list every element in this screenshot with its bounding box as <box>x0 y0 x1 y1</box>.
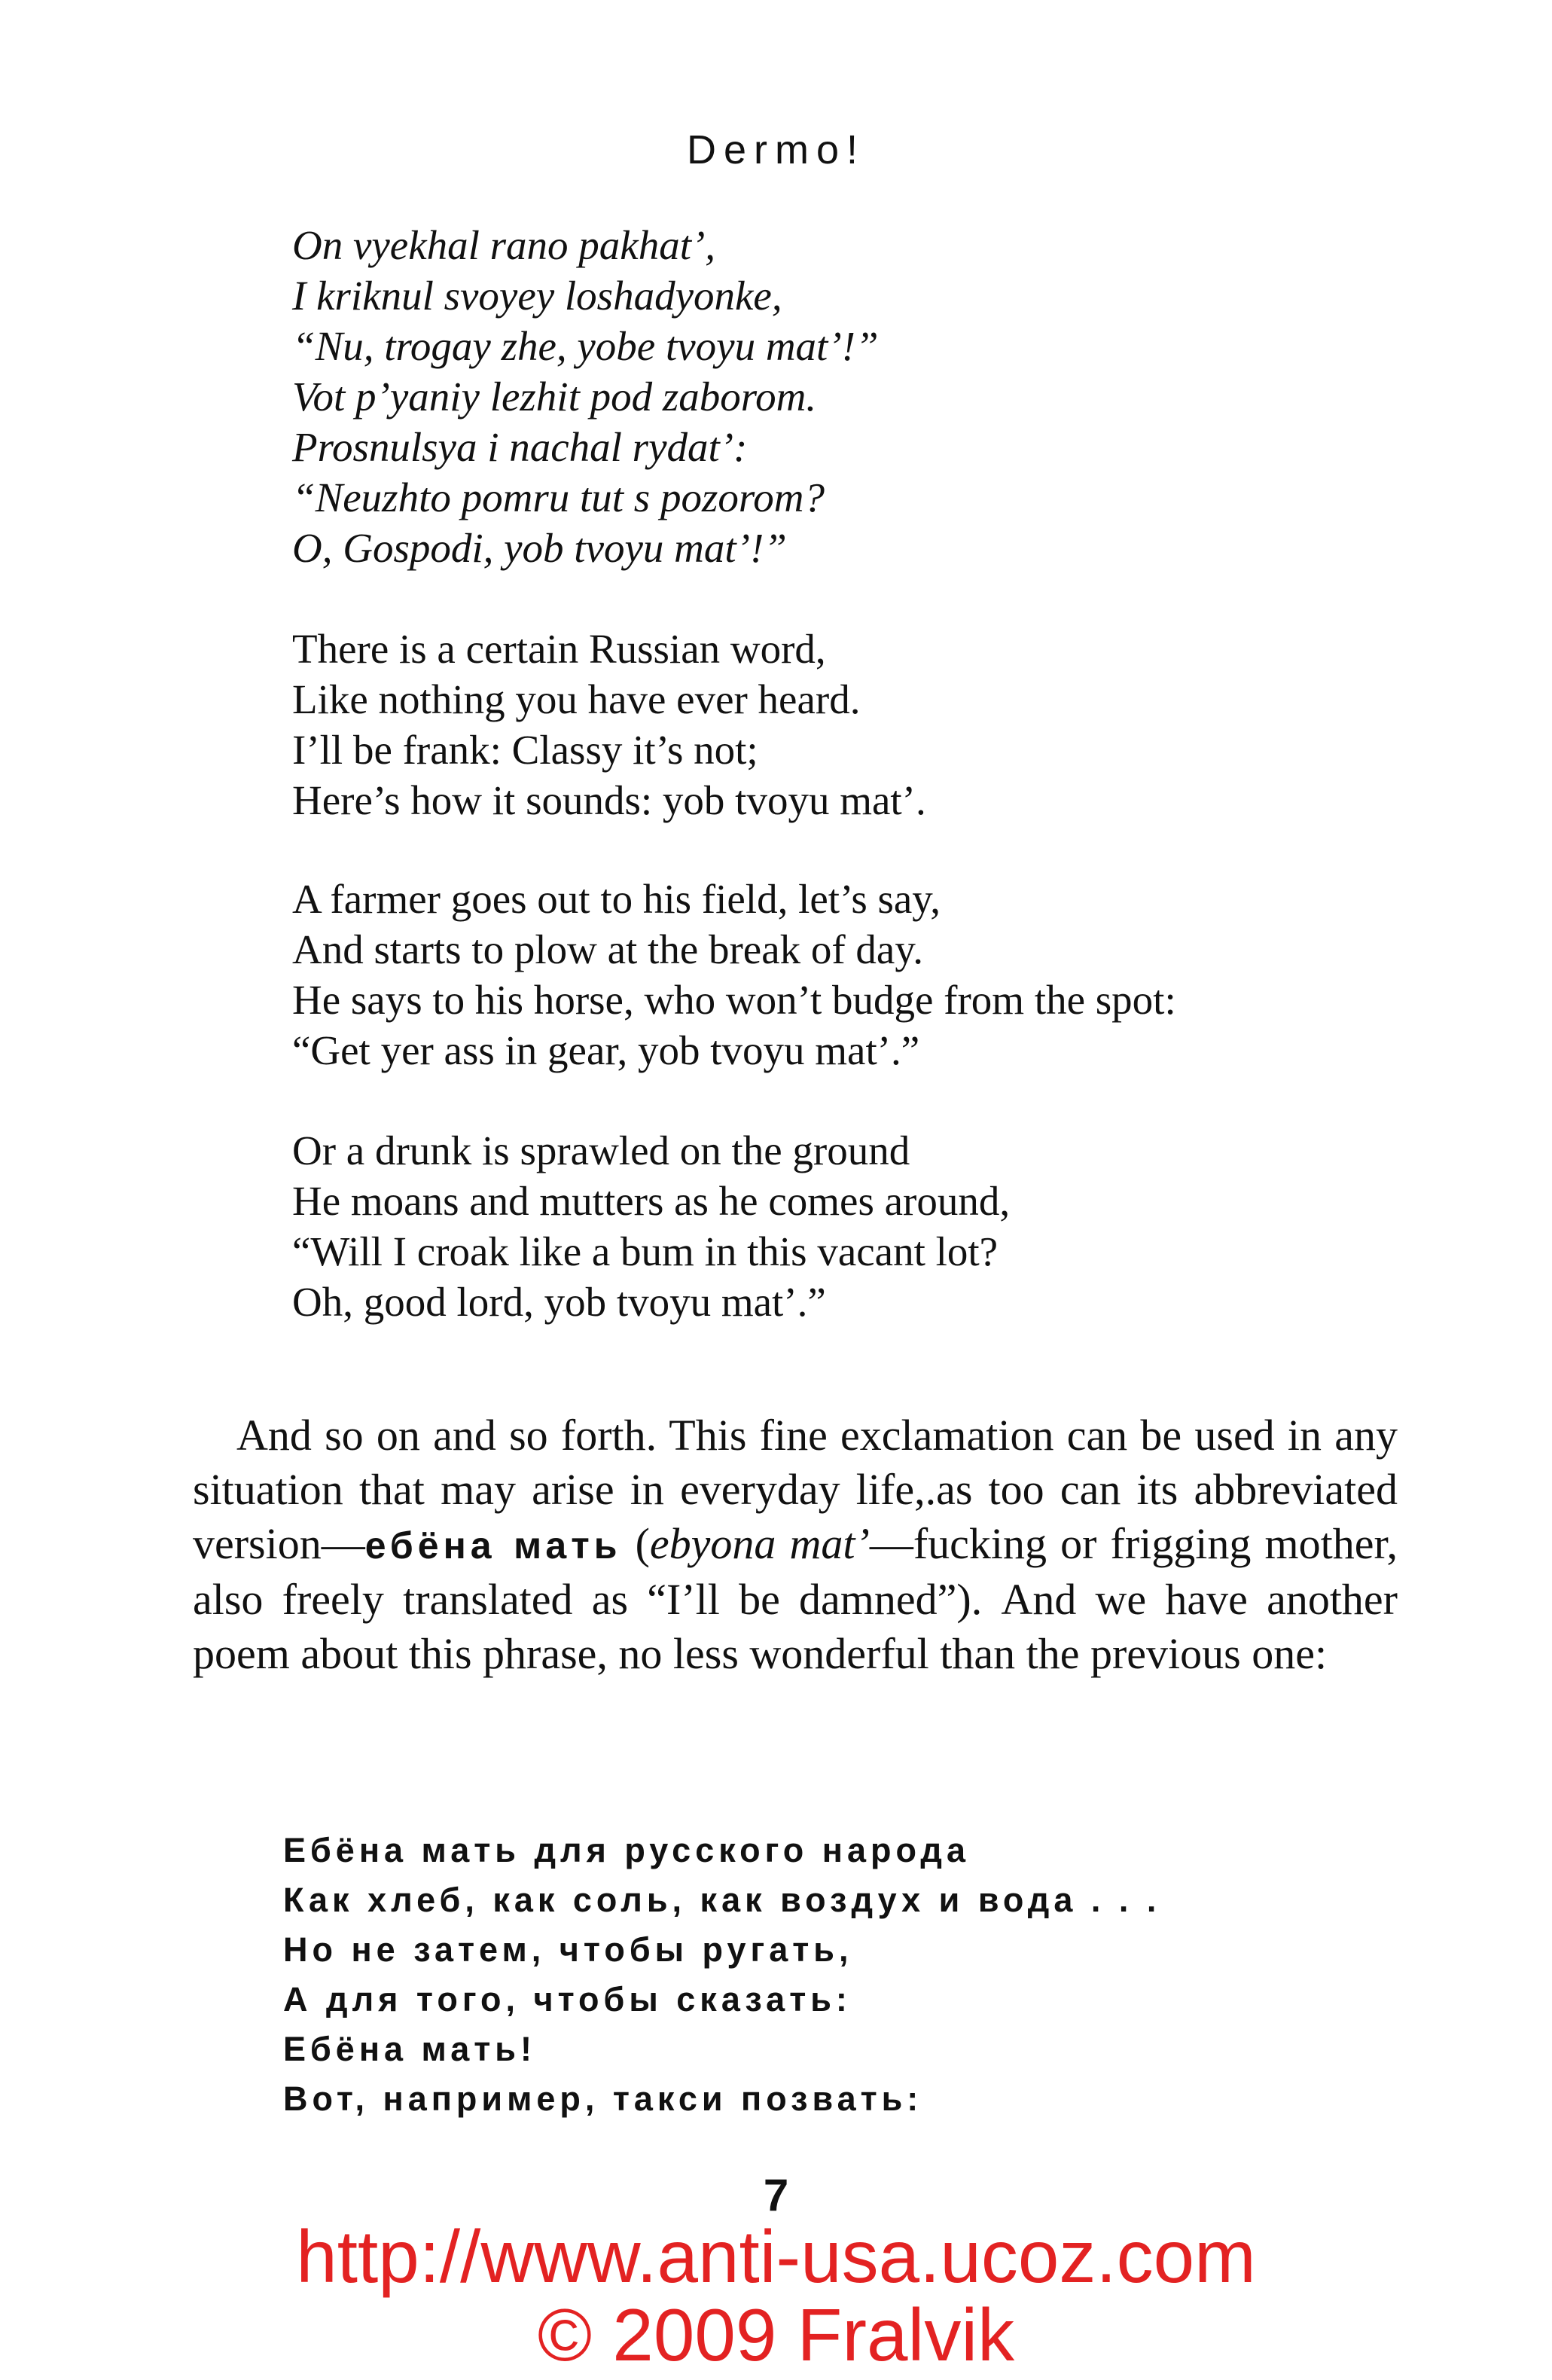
poem-line: Like nothing you have ever heard. <box>292 676 861 722</box>
poem-line: He moans and mutters as he comes around, <box>292 1178 1011 1224</box>
poem-line: Ебёна мать для русского народа <box>283 1831 970 1869</box>
poem-line: А для того, чтобы сказать: <box>283 1980 852 2018</box>
poem-line: Как хлеб, как соль, как воздух и вода . . . <box>283 1881 1161 1919</box>
poem-line: O, Gospodi, yob tvoyu mat’!” <box>292 525 787 571</box>
paragraph-text: And so on and so forth. This fine exclamation can be used in any situation that may arise in everyday life,.as too can its abbreviated version— <box>193 1411 1398 1568</box>
poem-line: “Get yer ass in gear, yob tvoyu mat’.” <box>292 1027 920 1073</box>
poem-line: Prosnulsya i nachal rydat’: <box>292 424 748 470</box>
page-title: Dermo! <box>686 127 866 172</box>
poem-line: Oh, good lord, yob tvoyu mat’.” <box>292 1279 826 1325</box>
transliterated-poem <box>292 220 879 573</box>
english-poem-stanza-3 <box>292 1125 1010 1327</box>
poem-line: “Neuzhto pomru tut s pozorom? <box>292 474 825 520</box>
poem-line: Вот, например, такси позвать: <box>283 2079 923 2118</box>
transliteration: ebyona mat’ <box>649 1519 870 1568</box>
poem-line: A farmer goes out to his field, let’s say, <box>292 876 941 922</box>
page-number: 7 <box>763 2170 789 2220</box>
poem-line: Vot p’yaniy lezhit pod zaborom. <box>292 374 817 420</box>
poem-line: On vyekhal rano pakhat’, <box>292 222 716 268</box>
poem-line: And starts to plow at the break of day. <box>292 926 924 972</box>
russian-phrase: ебёна мать <box>364 1524 622 1567</box>
english-poem-stanza-1 <box>292 624 926 825</box>
poem-line: Но не затем, чтобы ругать, <box>283 1930 853 1969</box>
poem-line: There is a certain Russian word, <box>292 626 826 672</box>
paragraph-text: —fucking or frigging mother, also freely translated as “I’ll be damned”). And we have another poem about this phrase, no less wonderful than the previous one: <box>193 1519 1398 1678</box>
russian-poem <box>283 1826 1160 2124</box>
poem-line: Ебёна мать! <box>283 2030 536 2068</box>
poem-line: Here’s how it sounds: yob tvoyu mat’. <box>292 777 926 823</box>
poem-line: “Will I croak like a bum in this vacant lot? <box>292 1228 999 1274</box>
poem-line: I kriknul svoyey loshadyonke, <box>292 273 782 319</box>
poem-line: He says to his horse, who won’t budge from the spot: <box>292 977 1176 1023</box>
body-paragraph <box>193 1408 1398 1681</box>
poem-line: Or a drunk is sprawled on the ground <box>292 1127 910 1173</box>
english-poem-stanza-2 <box>292 874 1176 1076</box>
poem-line: I’ll be frank: Classy it’s not; <box>292 727 758 773</box>
paragraph-text: ( <box>621 1519 650 1568</box>
poem-line: “Nu, trogay zhe, yobe tvoyu mat’!” <box>292 323 879 369</box>
watermark-url: http://www.anti-usa.ucoz.com <box>296 2215 1256 2298</box>
watermark-copyright: © 2009 Fralvik <box>537 2293 1015 2376</box>
